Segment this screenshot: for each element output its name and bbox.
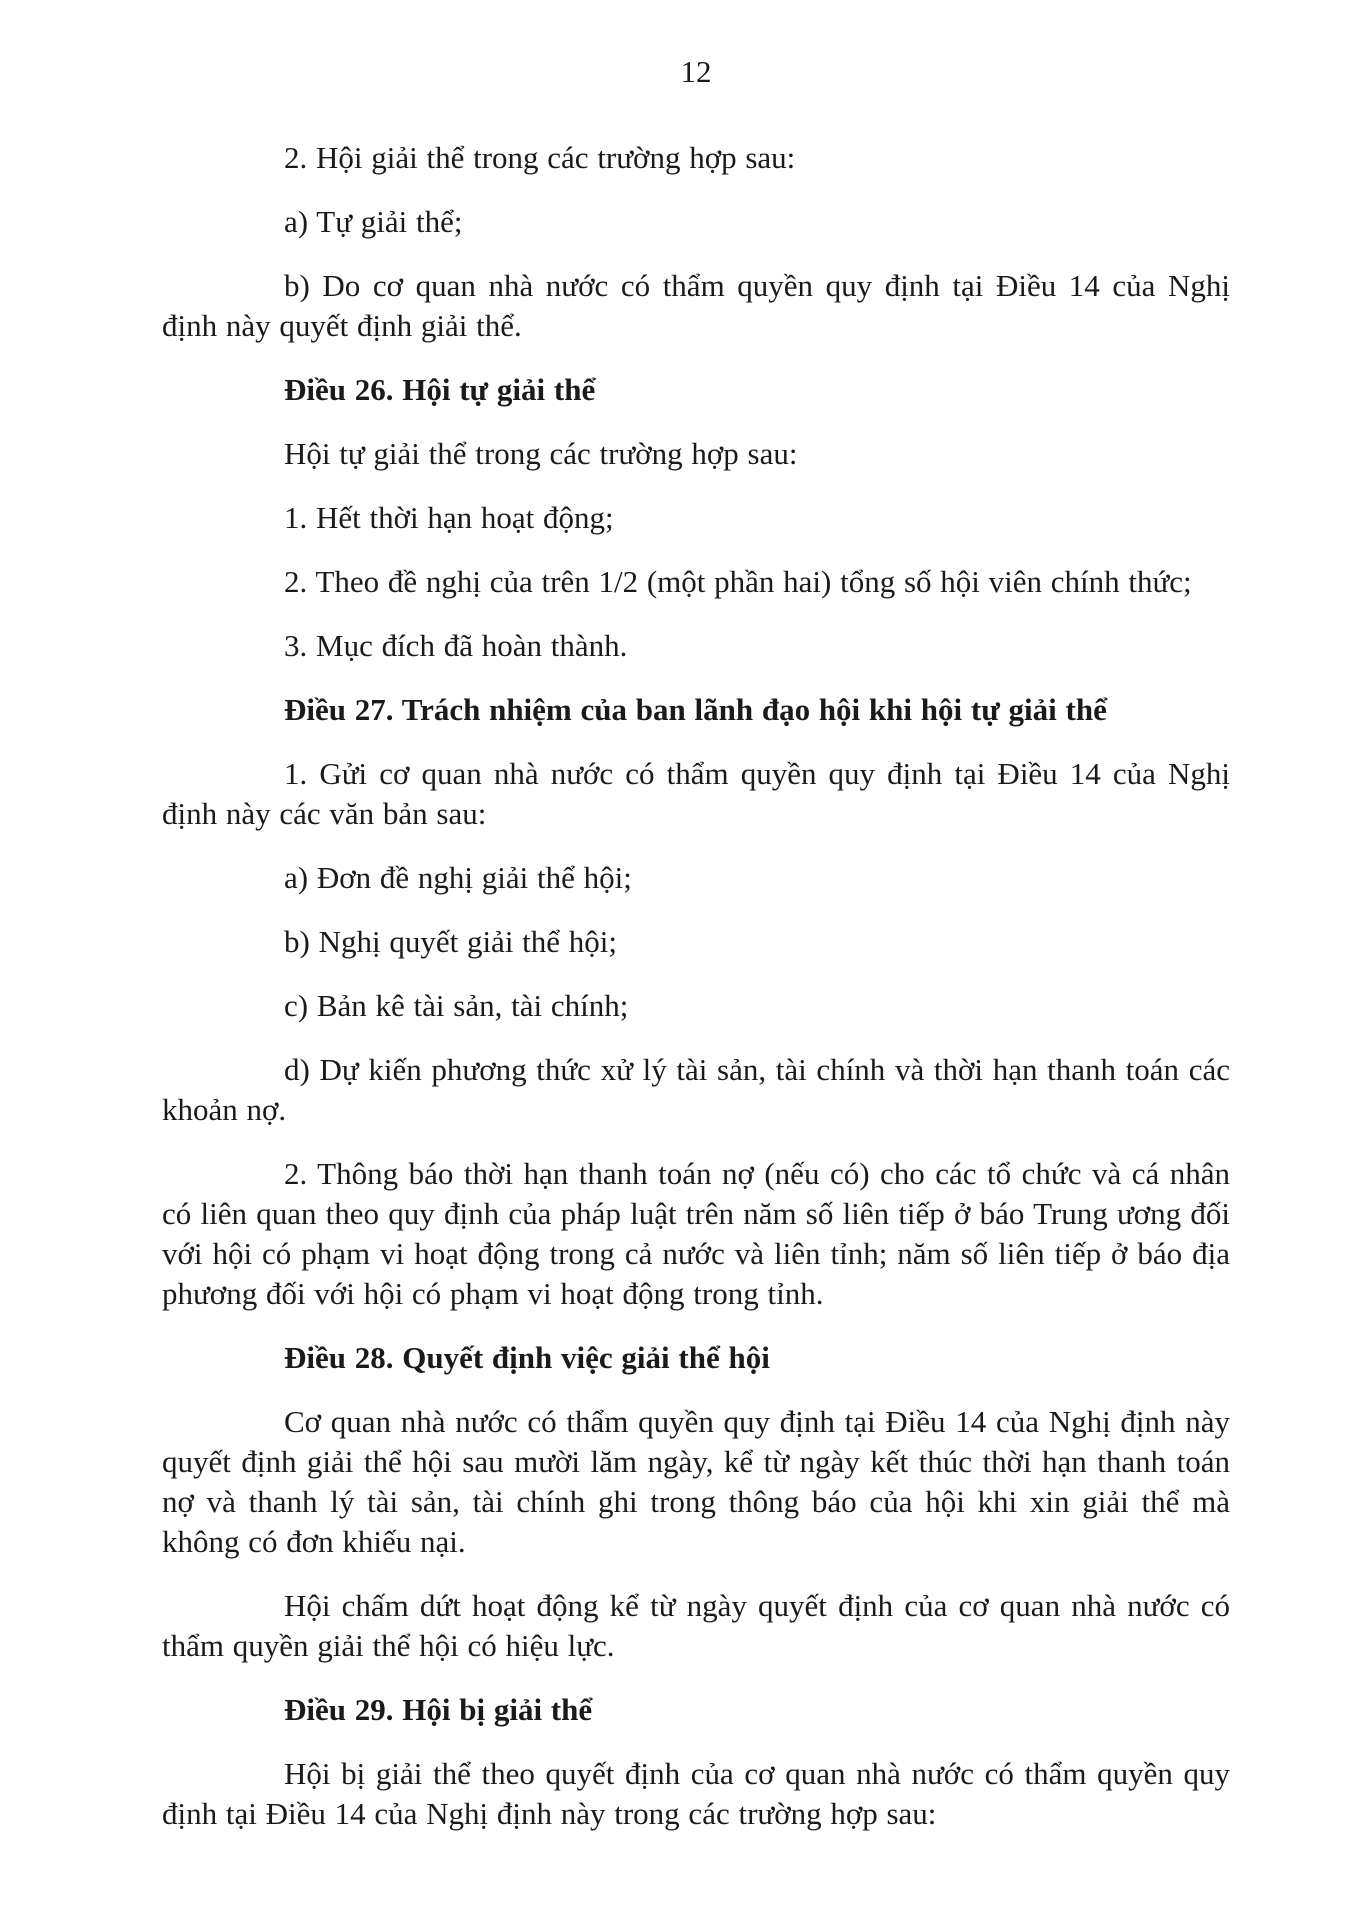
document-paragraph: Hội tự giải thể trong các trường hợp sau:	[284, 436, 798, 471]
document-content	[0, 138, 1358, 1834]
document-paragraph: c) Bản kê tài sản, tài chính;	[284, 988, 629, 1023]
document-paragraph: Hội bị giải thể theo quyết định của cơ quan nhà nước có thẩm quyền quy định tại Điều 14 của Nghị định này trong các trường hợp sau:	[162, 1756, 1230, 1831]
document-paragraph: 3. Mục đích đã hoàn thành.	[284, 628, 628, 663]
document-paragraph: 1. Gửi cơ quan nhà nước có thẩm quyền quy định tại Điều 14 của Nghị định này các văn bản sau:	[162, 756, 1230, 831]
page-number: 12	[680, 54, 712, 89]
document-paragraph: d) Dự kiến phương thức xử lý tài sản, tài chính và thời hạn thanh toán các khoản nợ.	[162, 1052, 1230, 1127]
document-paragraph: 2. Hội giải thể trong các trường hợp sau:	[284, 140, 796, 175]
document-paragraph: b) Do cơ quan nhà nước có thẩm quyền quy định tại Điều 14 của Nghị định này quyết định giải thể.	[162, 268, 1230, 343]
document-paragraph: 1. Hết thời hạn hoạt động;	[284, 500, 614, 535]
document-paragraph: 2. Thông báo thời hạn thanh toán nợ (nếu có) cho các tổ chức và cá nhân có liên quan theo quy định của pháp luật trên năm số liên tiếp ở báo Trung ương đối với hội có phạm vi hoạt động trong cả nước và liên tỉnh; năm số liên tiếp ở báo địa phương đối với hội có phạm vi hoạt động trong tỉnh.	[162, 1156, 1230, 1311]
document-paragraph: 2. Theo đề nghị của trên 1/2 (một phần hai) tổng số hội viên chính thức;	[284, 564, 1192, 599]
document-paragraph: Hội chấm dứt hoạt động kể từ ngày quyết định của cơ quan nhà nước có thẩm quyền giải thể hội có hiệu lực.	[162, 1588, 1230, 1663]
document-paragraph: b) Nghị quyết giải thể hội;	[284, 924, 618, 959]
document-paragraph: a) Tự giải thể;	[284, 204, 463, 239]
document-paragraph: Cơ quan nhà nước có thẩm quyền quy định tại Điều 14 của Nghị định này quyết định giải thể hội sau mười lăm ngày, kể từ ngày kết thúc thời hạn thanh toán nợ và thanh lý tài sản, tài chính ghi trong thông báo của hội khi xin giải thể mà không có đơn khiếu nại.	[162, 1404, 1230, 1559]
article-heading: Điều 26. Hội tự giải thể	[284, 372, 596, 407]
document-paragraph: a) Đơn đề nghị giải thể hội;	[284, 860, 632, 895]
article-heading: Điều 29. Hội bị giải thể	[284, 1692, 593, 1727]
article-heading: Điều 28. Quyết định việc giải thể hội	[284, 1340, 770, 1375]
article-heading: Điều 27. Trách nhiệm của ban lãnh đạo hội khi hội tự giải thể	[284, 692, 1107, 727]
